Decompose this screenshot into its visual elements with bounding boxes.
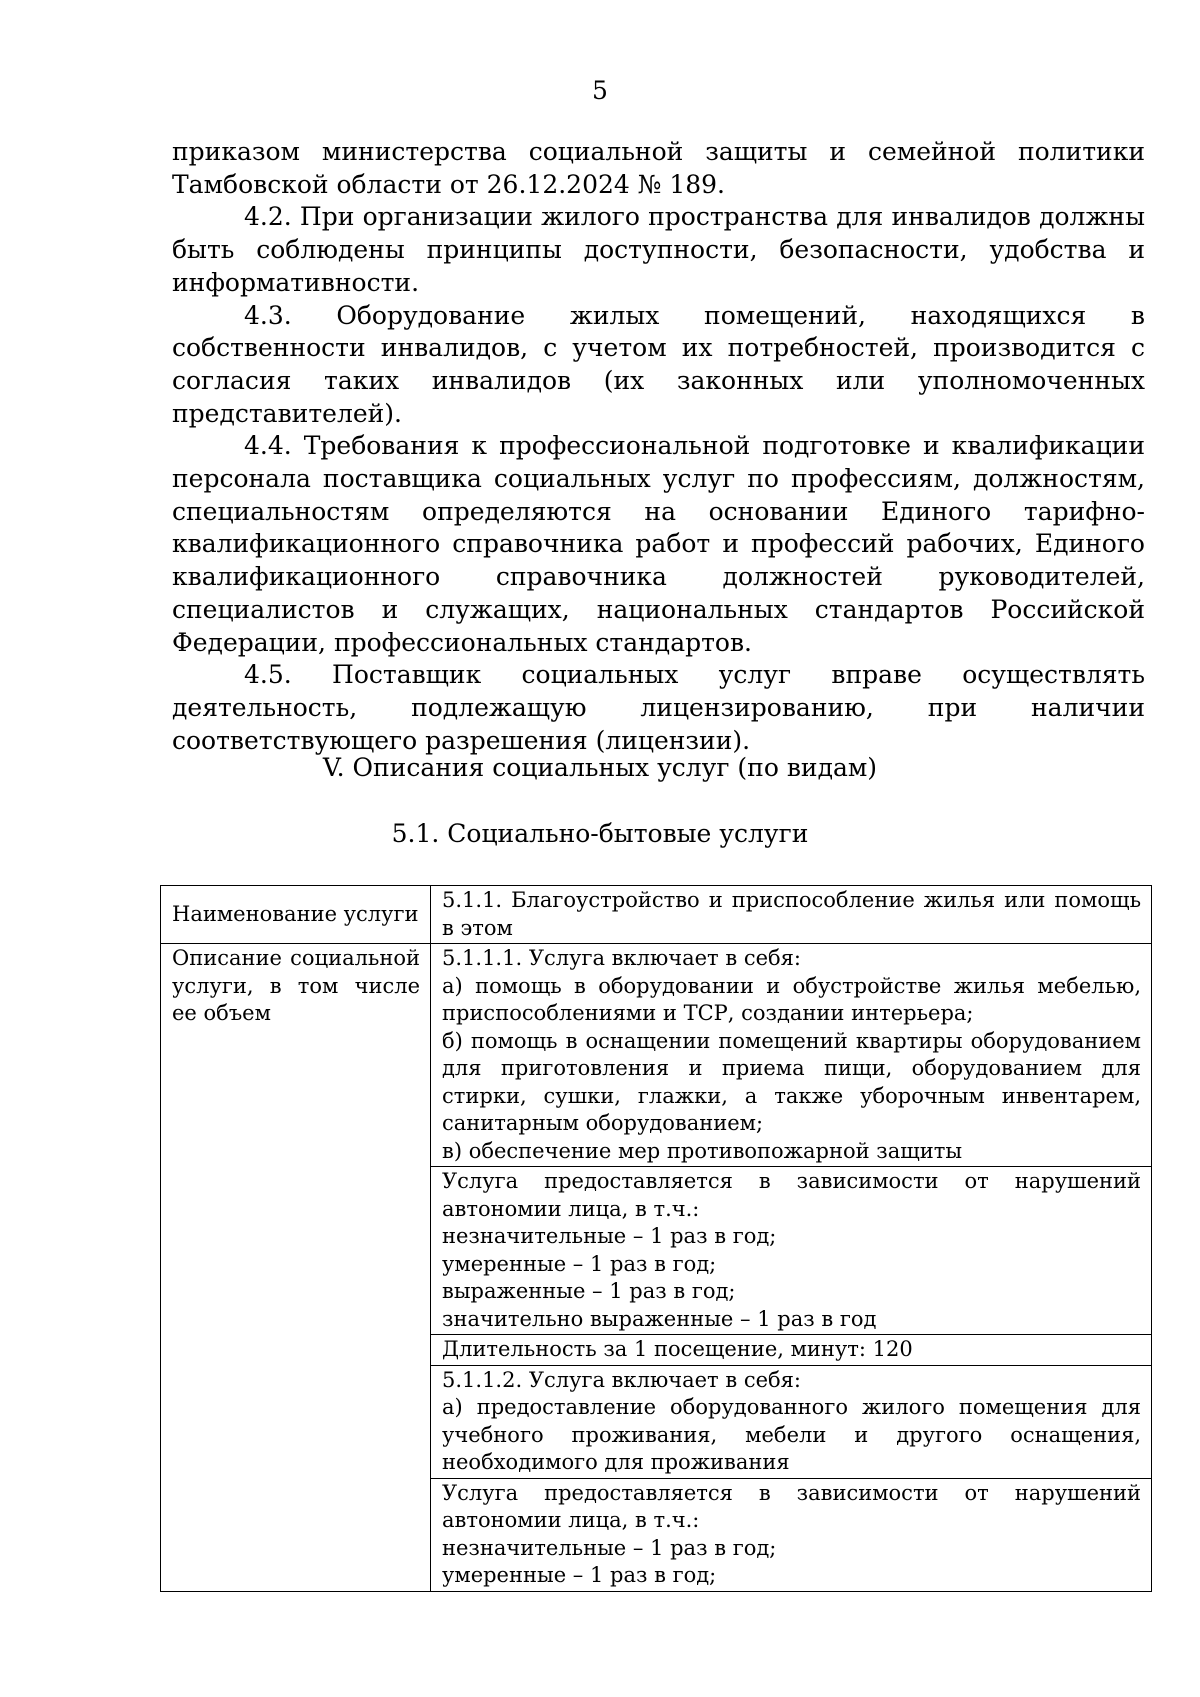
frequency-moderate: умеренные – 1 раз в год;: [442, 1251, 717, 1276]
frequency-minor: незначительные – 1 раз в год;: [442, 1224, 777, 1248]
block-1-item-a: а) помощь в оборудовании и обустройстве жилья мебелью, приспособлениями и ТСР, создании интерьера;: [442, 973, 1141, 1025]
service-description-label: Описание социальной услуги, в том числе ее объем: [161, 944, 431, 1592]
service-block-1: [431, 944, 1152, 1167]
service-name-value: 5.1.1. Благоустройство и приспособление жилья или помощь в этом: [431, 886, 1152, 944]
table-row: [161, 886, 1152, 944]
paragraph-4-5: 4.5. Поставщик социальных услуг вправе осуществлять деятельность, подлежащую лицензированию, при наличии соответствующего разрешения (лицензии).: [172, 660, 1145, 755]
paragraph-4-4: 4.4. Требования к профессиональной подготовке и квалификации персонала поставщика социальных услуг по профессиям, должностям, специальностям определяются на основании Единого тарифно-квалификационного справочника работ и профессий рабочих, Единого квалификационного справочника должностей руководителей, специалистов и служащих, национальных стандартов Российской Федерации, профессиональных стандартов.: [172, 431, 1145, 657]
body-text: [172, 136, 1145, 757]
table-row: [161, 944, 1152, 1167]
frequency-minor: незначительные – 1 раз в год;: [442, 1535, 777, 1560]
paragraph-continuation: приказом министерства социальной защиты и семейной политики Тамбовской области от 26.12.2024 № 189.: [172, 137, 1145, 199]
block-1-title: 5.1.1.1. Услуга включает в себя:: [442, 946, 801, 970]
frequency-block-1: [431, 1167, 1152, 1335]
service-block-2: [431, 1365, 1152, 1478]
frequency-expressed: выраженные – 1 раз в год;: [442, 1279, 736, 1303]
paragraph-4-3: 4.3. Оборудование жилых помещений, находящихся в собственности инвалидов, с учетом их потребностей, производится с согласия таких инвалидов (их законных или уполномоченных представителей).: [172, 300, 1145, 428]
block-1-item-c: в) обеспечение мер противопожарной защиты: [442, 1138, 963, 1163]
frequency-significant: значительно выраженные – 1 раз в год: [442, 1306, 877, 1331]
block-2-title: 5.1.1.2. Услуга включает в себя:: [442, 1367, 801, 1392]
section-heading: V. Описания социальных услуг (по видам): [322, 753, 878, 782]
service-name-label: Наименование услуги: [161, 886, 431, 944]
services-table: [160, 885, 1152, 1592]
block-1-item-b: б) помощь в оснащении помещений квартиры оборудованием для приготовления и приема пищи, оборудованием для стирки, сушки, глажки, а также уборочным инвентарем, санитарным оборудованием;: [442, 1028, 1141, 1135]
frequency-moderate: умеренные – 1 раз в год;: [442, 1563, 717, 1587]
frequency-intro: Услуга предоставляется в зависимости от нарушений автономии лица, в т.ч.:: [442, 1169, 1141, 1221]
subsection-heading: 5.1. Социально-бытовые услуги: [391, 819, 809, 848]
frequency-block-2: [431, 1478, 1152, 1591]
page-number: 5: [592, 76, 608, 105]
block-2-item-a: а) предоставление оборудованного жилого помещения для учебного проживания, мебели и другого оснащения, необходимого для проживания: [442, 1395, 1141, 1474]
duration-cell: Длительность за 1 посещение, минут: 120: [431, 1335, 1152, 1366]
paragraph-4-2: 4.2. При организации жилого пространства для инвалидов должны быть соблюдены принципы доступности, безопасности, удобства и информативности.: [172, 202, 1145, 297]
frequency-intro: Услуга предоставляется в зависимости от нарушений автономии лица, в т.ч.:: [442, 1480, 1141, 1532]
